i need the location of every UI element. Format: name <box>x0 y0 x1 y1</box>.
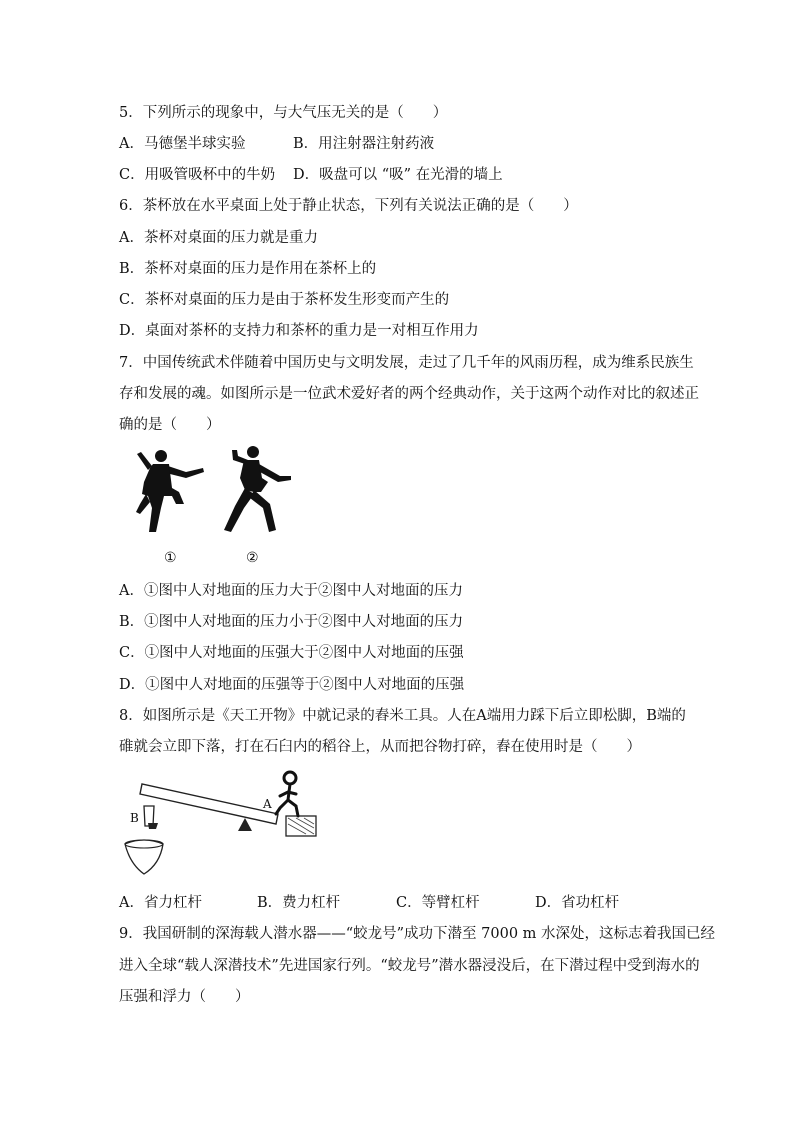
q7-option-c: C．①图中人对地面的压强大于②图中人对地面的压强 <box>119 645 464 661</box>
q6-option-a: A．茶杯对桌面的压力就是重力 <box>119 230 318 246</box>
q6-option-d: D．桌面对茶杯的支持力和茶杯的重力是一对相互作用力 <box>119 323 479 339</box>
q8-option-c: C．等臂杠杆 <box>396 895 480 911</box>
pestle-lever-figure <box>120 766 330 881</box>
q5-stem: 5．下列所示的现象中，与大气压无关的是（ ） <box>119 105 448 121</box>
person-figure <box>276 772 298 816</box>
q8-option-d: D．省功杠杆 <box>535 895 620 911</box>
q8-stem-line2: 碓就会立即下落，打在石臼内的稻谷上，从而把谷物打碎，舂在使用时是（ ） <box>119 739 641 755</box>
q9-stem-line2: 进入全球“载人深潜技术”先进国家行列。“蛟龙号”潜水器浸没后，在下潜过程中受到海水的 <box>119 958 700 974</box>
q7-stem-line2: 存和发展的魂。如图所示是一位武术爱好者的两个经典动作，关于这两个动作对比的叙述正 <box>119 386 699 402</box>
q7-stem-line1: 7．中国传统武术伴随着中国历史与文明发展，走过了几千年的风雨历程，成为维系民族生 <box>119 355 694 371</box>
wushu-silhouette-1 <box>136 450 204 532</box>
lever-beam <box>140 784 278 824</box>
q6-option-b: B．茶杯对桌面的压力是作用在茶杯上的 <box>119 261 377 277</box>
figure-label-2: ② <box>246 550 259 566</box>
q8-option-b: B．费力杠杆 <box>257 895 341 911</box>
q5-option-d: D．吸盘可以 “吸” 在光滑的墙上 <box>293 167 503 183</box>
q5-option-a: A．马德堡半球实验 <box>119 136 246 152</box>
q7-stem-line3: 确的是（ ） <box>119 417 221 433</box>
lever-label-a: A <box>263 797 272 811</box>
q7-option-b: B．①图中人对地面的压力小于②图中人对地面的压力 <box>119 614 464 630</box>
q8-stem-line1: 8．如图所示是《天工开物》中就记录的舂米工具。人在A端用力踩下后立即松脚，B端的 <box>119 708 686 724</box>
q6-option-c: C．茶杯对桌面的压力是由于茶杯发生形变而产生的 <box>119 292 450 308</box>
q8-option-a: A．省力杠杆 <box>119 895 202 911</box>
q9-stem-line3: 压强和浮力（ ） <box>119 989 250 1005</box>
wushu-figure <box>128 442 308 542</box>
figure-label-1: ① <box>164 550 177 566</box>
q5-option-c: C．用吸管吸杯中的牛奶 <box>119 167 276 183</box>
q9-stem-line1: 9．我国研制的深海载人潜水器——“蛟龙号”成功下潜至 7000 m 水深处，这标志着我国已经 <box>119 926 716 942</box>
q5-option-b: B．用注射器注射药液 <box>293 136 435 152</box>
fulcrum <box>238 818 252 831</box>
q7-option-a: A．①图中人对地面的压力大于②图中人对地面的压力 <box>119 583 463 599</box>
mortar <box>125 840 163 874</box>
q6-stem: 6．茶杯放在水平桌面上处于静止状态，下列有关说法正确的是（ ） <box>119 198 578 214</box>
q7-option-d: D．①图中人对地面的压强等于②图中人对地面的压强 <box>119 677 465 693</box>
lever-label-b: B <box>130 811 139 825</box>
wushu-silhouette-2 <box>224 446 291 532</box>
